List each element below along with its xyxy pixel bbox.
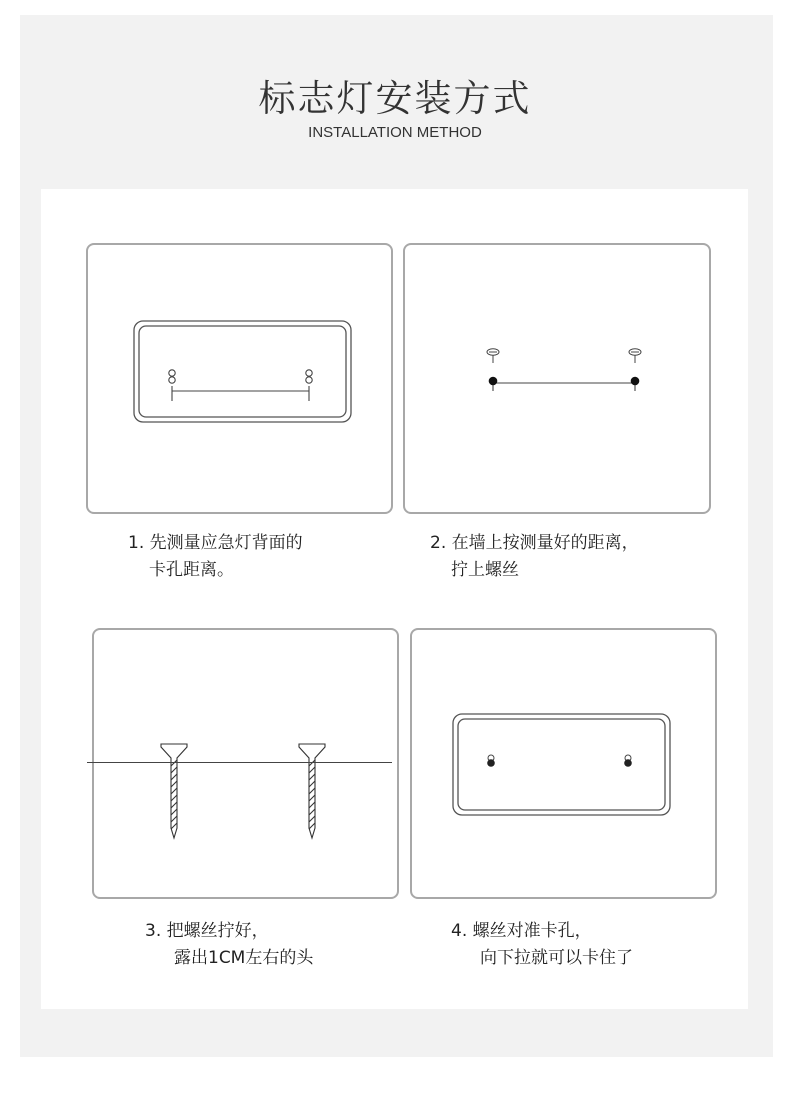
step-3-caption <box>145 918 313 972</box>
wall-surface-line <box>87 762 392 763</box>
step-2-caption <box>430 530 639 584</box>
step-3-illustration <box>92 628 399 899</box>
wall-screws-illustration <box>405 245 709 512</box>
step-1-line-1: 1. 先测量应急灯背面的 <box>128 533 303 553</box>
screw-depth-illustration <box>94 630 397 897</box>
step-2-line-1: 2. 在墙上按测量好的距离， <box>430 533 639 553</box>
light-mounted-illustration <box>412 630 715 897</box>
step-4-illustration <box>410 628 717 899</box>
screw-in-keyhole-icon <box>624 755 632 767</box>
screw-in-keyhole-icon <box>487 755 495 767</box>
step-4-caption <box>451 918 633 972</box>
screw-icon <box>161 744 187 838</box>
screw-icon <box>299 744 325 838</box>
step-4-line-1: 4. 螺丝对准卡孔， <box>451 921 592 941</box>
step-3-line-1: 3. 把螺丝拧好， <box>145 921 269 941</box>
step-2-illustration <box>403 243 711 514</box>
step-1-illustration <box>86 243 393 514</box>
page-subtitle: INSTALLATION METHOD <box>308 124 482 141</box>
screw-top-icon <box>629 349 641 363</box>
keyhole-icon <box>169 370 175 383</box>
keyhole-icon <box>306 370 312 383</box>
step-3-line-2: 露出1CM左右的头 <box>174 948 314 968</box>
page-title: 标志灯安装方式 <box>258 77 532 120</box>
step-1-line-2: 卡孔距离。 <box>149 560 234 580</box>
measure-line <box>172 386 309 401</box>
light-back-illustration <box>88 245 391 512</box>
screw-top-icon <box>487 349 499 363</box>
step-1-caption <box>128 530 303 584</box>
measure-line <box>489 377 640 391</box>
step-2-line-2: 拧上螺丝 <box>451 560 519 580</box>
step-4-line-2: 向下拉就可以卡住了 <box>480 948 633 968</box>
